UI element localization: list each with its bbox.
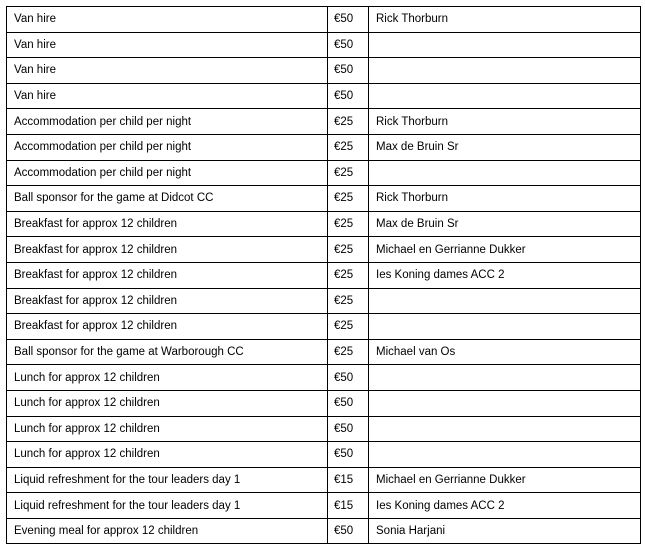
item-cell: Breakfast for approx 12 children — [7, 314, 328, 340]
item-cell: Van hire — [7, 7, 328, 33]
amount-cell: €50 — [328, 518, 369, 544]
table-row — [7, 416, 641, 442]
sponsor-cell — [369, 58, 641, 84]
item-cell: Evening meal for approx 12 children — [7, 518, 328, 544]
table-row — [7, 58, 641, 84]
amount-cell: €50 — [328, 83, 369, 109]
amount-cell: €50 — [328, 58, 369, 84]
table-row — [7, 442, 641, 468]
amount-cell: €50 — [328, 7, 369, 33]
sponsorship-table — [6, 6, 641, 544]
amount-cell: €15 — [328, 493, 369, 519]
item-cell: Accommodation per child per night — [7, 109, 328, 135]
amount-cell: €25 — [328, 160, 369, 186]
item-cell: Breakfast for approx 12 children — [7, 262, 328, 288]
amount-cell: €25 — [328, 134, 369, 160]
item-cell: Breakfast for approx 12 children — [7, 288, 328, 314]
sponsor-cell — [369, 416, 641, 442]
table-body — [7, 7, 641, 544]
amount-cell: €50 — [328, 390, 369, 416]
item-cell: Accommodation per child per night — [7, 134, 328, 160]
table-row — [7, 390, 641, 416]
amount-cell: €25 — [328, 211, 369, 237]
table-row — [7, 339, 641, 365]
amount-cell: €25 — [328, 109, 369, 135]
item-cell: Liquid refreshment for the tour leaders day 1 — [7, 493, 328, 519]
sponsor-cell: Rick Thorburn — [369, 7, 641, 33]
table-row — [7, 186, 641, 212]
table-row — [7, 160, 641, 186]
item-cell: Breakfast for approx 12 children — [7, 211, 328, 237]
table-row — [7, 467, 641, 493]
sponsor-cell — [369, 442, 641, 468]
amount-cell: €25 — [328, 262, 369, 288]
sponsor-cell — [369, 365, 641, 391]
item-cell: Van hire — [7, 32, 328, 58]
item-cell: Van hire — [7, 83, 328, 109]
table-row — [7, 237, 641, 263]
item-cell: Liquid refreshment for the tour leaders day 1 — [7, 467, 328, 493]
table-row — [7, 518, 641, 544]
amount-cell: €50 — [328, 32, 369, 58]
sponsor-cell — [369, 83, 641, 109]
sponsor-cell — [369, 288, 641, 314]
sponsor-cell: Ies Koning dames ACC 2 — [369, 262, 641, 288]
sponsor-cell: Ies Koning dames ACC 2 — [369, 493, 641, 519]
sponsor-cell: Rick Thorburn — [369, 109, 641, 135]
amount-cell: €25 — [328, 186, 369, 212]
sponsor-cell — [369, 314, 641, 340]
table-row — [7, 365, 641, 391]
sponsor-cell: Sonia Harjani — [369, 518, 641, 544]
item-cell: Lunch for approx 12 children — [7, 390, 328, 416]
amount-cell: €50 — [328, 442, 369, 468]
sponsor-cell: Max de Bruin Sr — [369, 211, 641, 237]
table-row — [7, 262, 641, 288]
sponsor-cell — [369, 32, 641, 58]
table-row — [7, 32, 641, 58]
sponsor-cell — [369, 390, 641, 416]
amount-cell: €50 — [328, 365, 369, 391]
item-cell: Ball sponsor for the game at Warborough CC — [7, 339, 328, 365]
item-cell: Lunch for approx 12 children — [7, 416, 328, 442]
table-row — [7, 109, 641, 135]
sponsor-cell: Michael en Gerrianne Dukker — [369, 237, 641, 263]
sponsor-cell: Michael van Os — [369, 339, 641, 365]
sponsorship-sheet — [6, 6, 641, 544]
item-cell: Ball sponsor for the game at Didcot CC — [7, 186, 328, 212]
item-cell: Accommodation per child per night — [7, 160, 328, 186]
amount-cell: €25 — [328, 314, 369, 340]
amount-cell: €25 — [328, 237, 369, 263]
table-row — [7, 134, 641, 160]
table-row — [7, 211, 641, 237]
table-row — [7, 493, 641, 519]
sponsor-cell — [369, 160, 641, 186]
item-cell: Lunch for approx 12 children — [7, 365, 328, 391]
table-row — [7, 314, 641, 340]
item-cell: Van hire — [7, 58, 328, 84]
sponsor-cell: Michael en Gerrianne Dukker — [369, 467, 641, 493]
table-row — [7, 7, 641, 33]
amount-cell: €50 — [328, 416, 369, 442]
sponsor-cell: Rick Thorburn — [369, 186, 641, 212]
item-cell: Breakfast for approx 12 children — [7, 237, 328, 263]
item-cell: Lunch for approx 12 children — [7, 442, 328, 468]
amount-cell: €25 — [328, 339, 369, 365]
amount-cell: €25 — [328, 288, 369, 314]
table-row — [7, 83, 641, 109]
amount-cell: €15 — [328, 467, 369, 493]
table-row — [7, 288, 641, 314]
sponsor-cell: Max de Bruin Sr — [369, 134, 641, 160]
